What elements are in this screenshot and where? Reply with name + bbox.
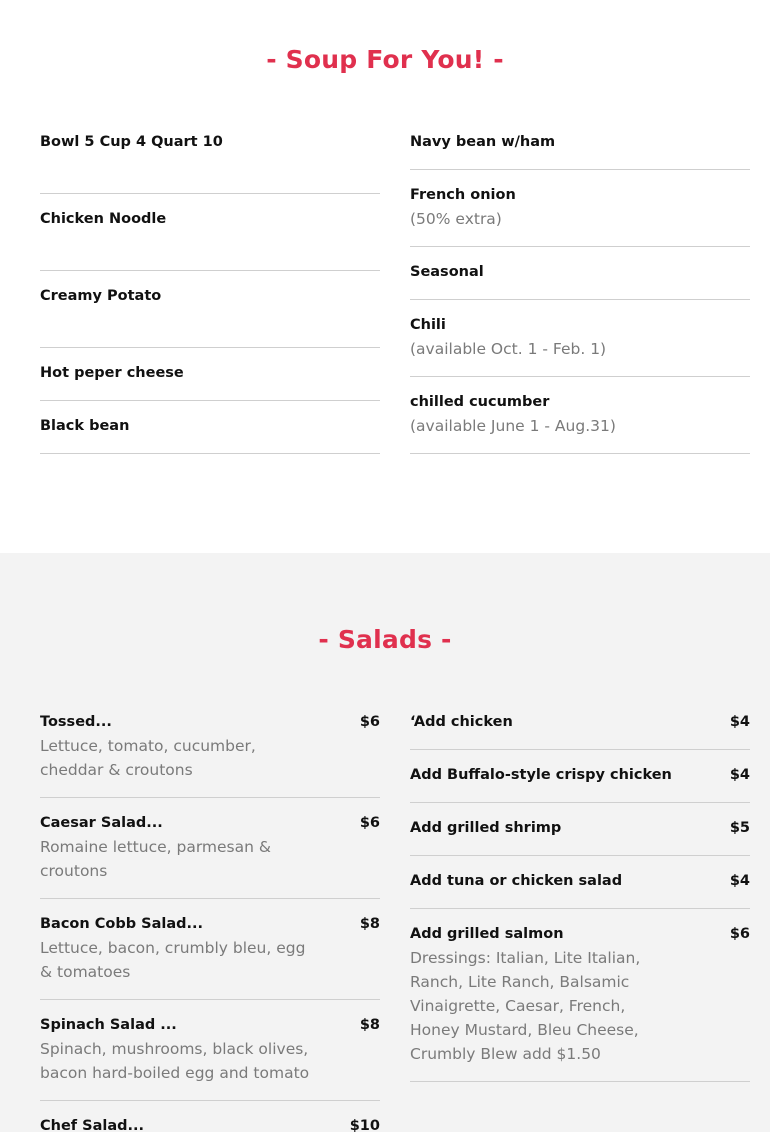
menu-item-name: Chicken Noodle: [40, 211, 167, 227]
menu-item-price: $4: [729, 767, 750, 783]
menu-item: [40, 401, 380, 454]
menu-item-name: Caesar Salad...: [40, 815, 163, 831]
menu-item-price: $8: [359, 1017, 380, 1033]
menu-item-description: Spinach, mushrooms, black olives, bacon hard-boiled egg and tomato: [40, 1040, 310, 1082]
menu-item: [40, 271, 380, 348]
menu-item-description: (available Oct. 1 - Feb. 1): [410, 340, 607, 358]
menu-item-description: (available June 1 - Aug.31): [410, 417, 616, 435]
menu-item: [40, 1101, 380, 1132]
menu-item-name: Hot peper cheese: [40, 365, 184, 381]
menu-item-description: Dressings: Italian, Lite Italian, Ranch, Lite Ranch, Balsamic Vinaigrette, Caesar, French, Honey Mustard, Bleu Cheese, Crumbly Blew add $1.50: [410, 949, 641, 1063]
menu-item: [410, 247, 750, 300]
menu-item: [40, 1000, 380, 1101]
menu-item-price: $5: [729, 820, 750, 836]
menu-item: [410, 909, 750, 1082]
menu-item-name: Tossed...: [40, 714, 112, 730]
menu-item-price: $4: [729, 873, 750, 889]
menu-item-price: $4: [729, 714, 750, 730]
menu-item-name: Chili: [410, 317, 446, 333]
menu-item-name: French onion: [410, 187, 516, 203]
menu-item: [410, 130, 750, 170]
menu-item-price: $6: [729, 926, 750, 942]
soup-section: [0, 0, 770, 553]
menu-item: [410, 170, 750, 247]
menu-item-name: Add grilled shrimp: [410, 820, 562, 836]
menu-item-name: Spinach Salad ...: [40, 1017, 177, 1033]
menu-item-name: Creamy Potato: [40, 288, 162, 304]
menu-item-name: chilled cucumber: [410, 394, 550, 410]
soup-right-column: [410, 130, 750, 454]
menu-item-description: (50% extra): [410, 210, 502, 228]
menu-item-description: Lettuce, tomato, cucumber, cheddar & croutons: [40, 737, 256, 779]
menu-item: [410, 803, 750, 856]
menu-item-name: Bacon Cobb Salad...: [40, 916, 204, 932]
menu-item-name: Add Buffalo-style crispy chicken: [410, 767, 672, 783]
menu-item: [40, 130, 380, 194]
salads-right-column: [410, 710, 750, 1082]
salads-left-column: [40, 710, 380, 1132]
menu-item-name: Add tuna or chicken salad: [410, 873, 623, 889]
menu-item-name: Seasonal: [410, 264, 484, 280]
menu-item-name: Navy bean w/ham: [410, 134, 556, 150]
menu-item: [40, 348, 380, 401]
menu-item-name: Bowl 5 Cup 4 Quart 10: [40, 134, 223, 150]
menu-item: [40, 194, 380, 271]
soup-section-title: - Soup For You! -: [266, 45, 504, 74]
menu-item-name: ‘Add chicken: [410, 714, 513, 730]
menu-item-name: Chef Salad...: [40, 1118, 145, 1132]
menu-item: [40, 798, 380, 899]
menu-item: [410, 710, 750, 750]
menu-item: [410, 377, 750, 454]
salads-section: [0, 553, 770, 1132]
menu-item: [410, 856, 750, 909]
menu-item: [40, 899, 380, 1000]
soup-left-column: [40, 130, 380, 454]
menu-item-name: Black bean: [40, 418, 130, 434]
menu-item-description: Lettuce, bacon, crumbly bleu, egg & tomatoes: [40, 939, 306, 981]
menu-item: [410, 300, 750, 377]
menu-item-name: Add grilled salmon: [410, 926, 564, 942]
menu-item-price: $8: [359, 916, 380, 932]
menu-item-price: $6: [359, 815, 380, 831]
menu-item: [40, 710, 380, 798]
menu-item-price: $6: [359, 714, 380, 730]
menu-item-price: $10: [349, 1118, 380, 1132]
menu-item: [410, 750, 750, 803]
menu-item-description: Romaine lettuce, parmesan & croutons: [40, 838, 271, 880]
salads-section-title: - Salads -: [318, 625, 452, 654]
